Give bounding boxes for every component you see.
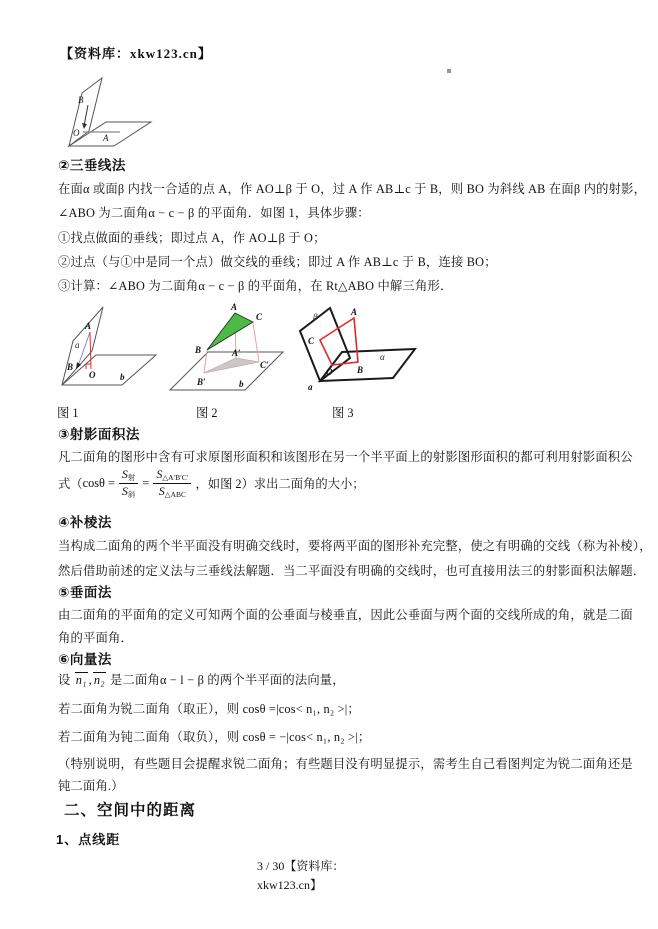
label-C: C <box>308 336 315 346</box>
caption-figure-1: 图 1 <box>57 406 79 420</box>
paragraph-supplement-edge <box>58 534 652 583</box>
heading-point-line-distance: 1、点线距 <box>56 832 121 847</box>
text-line: ②过点（与①中是同一个点）做交线的垂线；即过 A 作 AB⊥c 于 B，连接 BO； <box>58 254 497 269</box>
text-line: 凡二面角的图形中含有可求原图形面积和该图形在另一个半平面上的射影图形面积的都可利用射影面积公 <box>58 450 633 464</box>
projected-triangle <box>204 358 259 373</box>
formula-lhs: cosθ = <box>82 475 115 490</box>
paragraph-perpendicular-plane <box>58 604 633 649</box>
text-line: ①找点做面的垂线；即过点 A，作 AO⊥β 于 O； <box>58 230 326 245</box>
label-O: O <box>326 367 333 377</box>
figure-2-projection <box>160 300 305 405</box>
label-A: A <box>103 133 109 143</box>
vector-n1: n₁ <box>75 673 87 687</box>
label-O: O <box>89 370 96 380</box>
symbol-S: S <box>121 483 128 498</box>
text-segment: , <box>88 673 92 687</box>
label-plane-b: b <box>120 372 125 382</box>
text-line: 角的平面角． <box>58 630 133 645</box>
scan-artifact-dot <box>447 69 451 73</box>
text-line: 钝二面角.） <box>58 779 124 793</box>
subscript: 射 <box>127 472 136 482</box>
label-B: B <box>195 345 202 355</box>
text-line: 然后借助前述的定义法与三垂线法解题．当二平面没有明确的交线时，也可直接用法三的射影面积法解题． <box>58 563 646 578</box>
label-B: B <box>357 365 364 375</box>
segment-AB <box>78 332 90 366</box>
arrowhead <box>82 123 87 129</box>
heading-three-perpendiculars-method: ②三垂线法 <box>58 158 126 173</box>
label-C-prime: C′ <box>260 360 269 370</box>
symbol-S: S <box>158 483 165 498</box>
projection-line-CC <box>253 323 259 362</box>
heading-projection-area-method: ③射影面积法 <box>58 427 140 442</box>
heading-space-distance: 二、空间中的距离 <box>64 802 197 819</box>
footer-page-number: 3 / 30【资料库： <box>257 859 345 873</box>
page-footer <box>257 857 344 894</box>
fraction-denominator <box>119 484 139 499</box>
projection-line-BB <box>204 350 207 373</box>
label-O: O <box>73 128 80 138</box>
symbol-S: S <box>121 466 128 481</box>
green-triangle-ABC <box>207 313 253 350</box>
arrowhead <box>76 362 81 369</box>
label-B: B <box>78 95 84 105</box>
label-A-prime: A′ <box>232 348 241 358</box>
text-line: 若二面角为锐二面角（取正），则 cosθ =|cos< n₁, n₂ >|； <box>58 702 360 716</box>
figure-3-dihedral-quad <box>295 298 425 408</box>
symbol-S: S <box>156 466 163 481</box>
text-line: （特别说明，有些题目会提醒求锐二面角；有些题目没有明显提示，需考生自己看图判定为锐二面角还是 <box>58 757 633 771</box>
subscript: △ABC <box>164 489 186 499</box>
label-plane-a: a <box>75 340 80 350</box>
text-line: 当构成二面角的两个半平面没有明确交线时，要将两平面的图形补充完整，使之有明确的交线（称为补棱）， <box>58 539 652 553</box>
vertical-plane-shape <box>62 307 103 385</box>
fraction-numerator <box>119 468 139 484</box>
fraction-she-xie <box>119 468 139 499</box>
label-plane-b: b <box>239 379 244 389</box>
formula-equals: = <box>142 475 150 490</box>
fraction-denominator <box>156 484 189 499</box>
heading-vector-method: ⑥向量法 <box>58 652 112 667</box>
subscript: △A′B′C′ <box>162 472 189 482</box>
text-segment: 是二面角α − l − β 的两个半平面的法向量， <box>106 673 345 687</box>
subscript: 斜 <box>127 489 136 499</box>
caption-figure-2: 图 2 <box>196 406 218 420</box>
projection-area-formula <box>58 464 365 502</box>
text-line: 在面α 或面β 内找一合适的点 A，作 AO⊥β 于 O，过 A 作 AB⊥c 于 B，则 BO 为斜线 AB 在面β 内的射影， <box>58 182 647 196</box>
paragraph-three-perpendiculars <box>58 177 646 298</box>
label-B: B <box>67 362 74 372</box>
label-A: A <box>85 321 92 331</box>
horizontal-plane-shape <box>170 352 283 390</box>
text-line: ③计算：∠ABO 为二面角α − c − β 的平面角，在 Rt△ABO 中解三角形． <box>58 279 453 294</box>
vector-n2: n₂ <box>93 673 105 687</box>
normal-vectors-line <box>58 670 345 688</box>
watermark-header: 【资料库：xkw123.cn】 <box>60 46 212 61</box>
horizontal-plane-shape <box>62 355 156 385</box>
figure-1-dihedral <box>50 298 165 403</box>
red-quadrilateral-ACOB <box>320 318 358 365</box>
label-edge-a: a <box>308 382 313 392</box>
figure-dihedral-intro <box>58 70 188 155</box>
label-plane-alpha: α <box>380 352 385 362</box>
fraction-triangles <box>153 468 191 499</box>
text-line: 由二面角的平面角的定义可知两个面的公垂面与棱垂直，因此公垂面与两个面的交线所成的角，就是二面 <box>58 608 633 622</box>
formula-suffix: ，如图 2）求出二面角的大小； <box>195 477 365 491</box>
formula-prefix: 式（ <box>58 477 83 491</box>
horizontal-plane-shape <box>69 122 151 146</box>
segment-BO <box>84 105 88 126</box>
text-line: 若二面角为钝二面角（取负），则 cosθ = −|cos< n₁, n₂ >|； <box>58 730 371 744</box>
segment-AO <box>90 332 91 369</box>
text-segment: 设 <box>58 673 74 687</box>
label-A: A <box>351 307 358 317</box>
fraction-numerator <box>153 468 191 484</box>
label-plane-beta: β <box>313 312 318 322</box>
heading-perpendicular-plane-method: ⑤垂面法 <box>58 585 112 600</box>
label-B-prime: B′ <box>197 377 206 387</box>
right-angle-mark <box>86 364 91 369</box>
footer-watermark: xkw123.cn】 <box>257 877 322 892</box>
caption-figure-3: 图 3 <box>332 406 354 420</box>
heading-supplement-edge-method: ④补棱法 <box>58 515 112 530</box>
label-C: C <box>256 312 263 322</box>
label-A: A <box>231 302 238 312</box>
text-line: ∠ABO 为二面角α − c − β 的平面角．如图 1，具体步骤： <box>58 206 370 221</box>
